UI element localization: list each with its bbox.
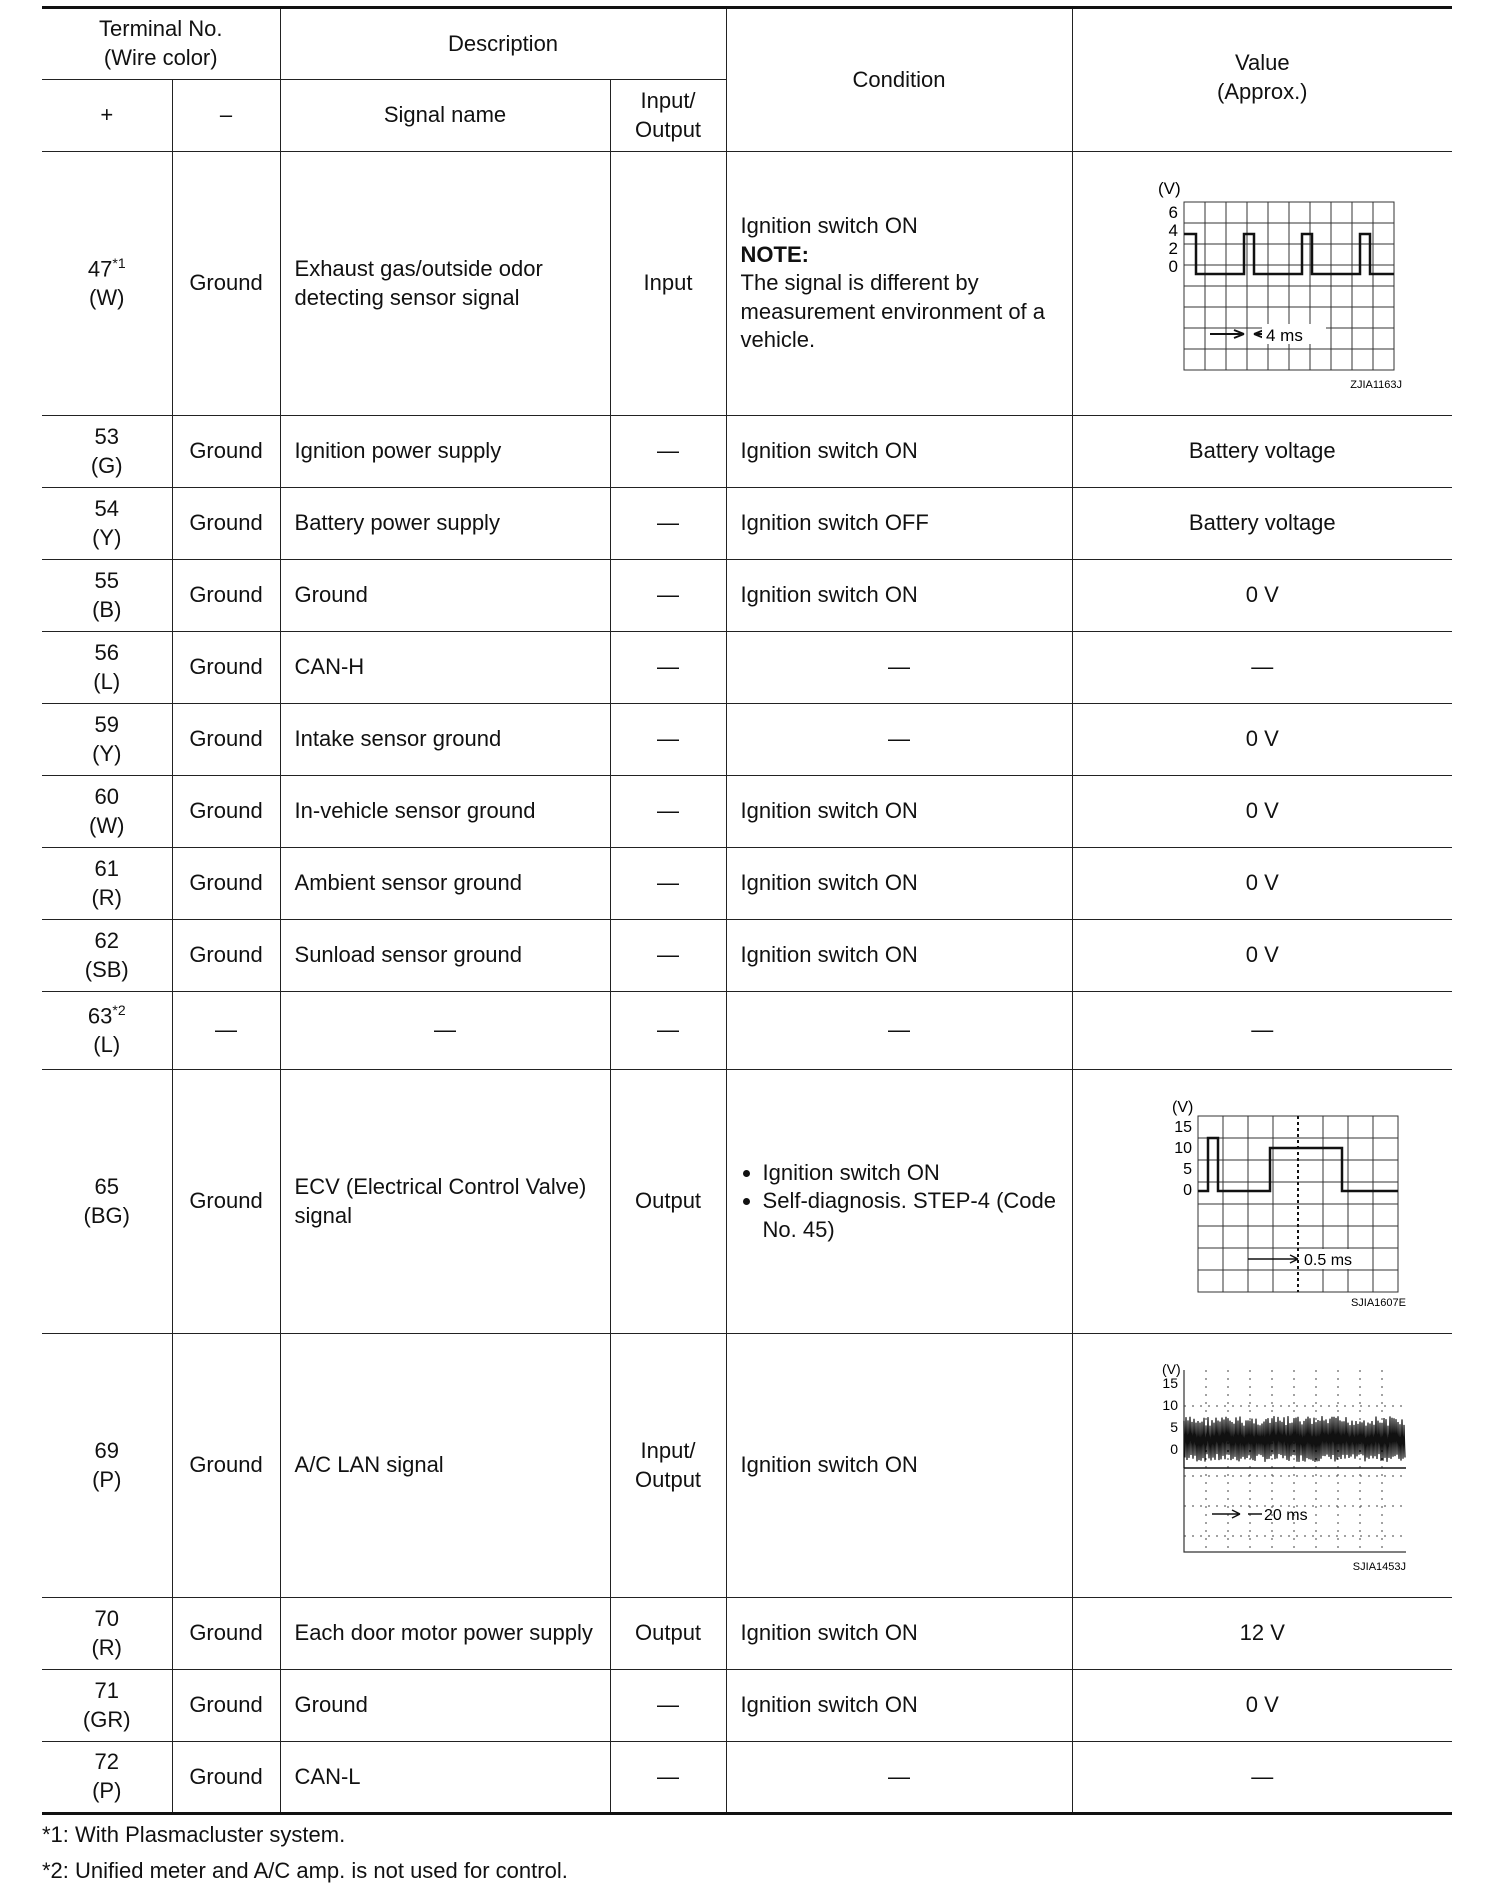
svg-text:15: 15 — [1162, 1374, 1179, 1391]
input-output: — — [610, 632, 726, 704]
svg-text:15: 15 — [1174, 1118, 1193, 1136]
input-output: Input — [610, 152, 726, 416]
value: 0 V — [1072, 560, 1452, 632]
header-condition: Condition — [726, 8, 1072, 152]
footnote-2: *2: Unified meter and A/C amp. is not used for control. — [42, 1858, 568, 1883]
svg-text:5: 5 — [1170, 1418, 1179, 1435]
svg-text:20 ms: 20 ms — [1264, 1506, 1308, 1524]
terminal-number: 61 (R) — [42, 848, 172, 920]
table-row — [42, 1334, 1452, 1598]
terminal-number: 55 (B) — [42, 560, 172, 632]
signal-name: — — [280, 992, 610, 1070]
input-output: Output — [610, 1070, 726, 1334]
table-row — [42, 488, 1452, 560]
signal-name: Exhaust gas/outside odor detecting sensor signal — [280, 152, 610, 416]
signal-name: Battery power supply — [280, 488, 610, 560]
header-terminal-no: Terminal No. (Wire color) — [42, 8, 280, 80]
svg-text:10: 10 — [1174, 1139, 1193, 1157]
value: 0 V — [1072, 704, 1452, 776]
negative-terminal: Ground — [172, 416, 280, 488]
table-row — [42, 992, 1452, 1070]
terminal-number: 70 (R) — [42, 1598, 172, 1670]
condition: Ignition switch OFF — [726, 488, 1072, 560]
signal-name: ECV (Electrical Control Valve) signal — [280, 1070, 610, 1334]
condition: — — [726, 992, 1072, 1070]
signal-name: Each door motor power supply — [280, 1598, 610, 1670]
svg-text:10: 10 — [1162, 1396, 1179, 1413]
condition: Ignition switch ON — [726, 560, 1072, 632]
svg-text:6: 6 — [1168, 202, 1179, 222]
signal-name: Ambient sensor ground — [280, 848, 610, 920]
condition: Ignition switch ON — [726, 1598, 1072, 1670]
condition: — — [726, 704, 1072, 776]
table-row — [42, 704, 1452, 776]
header-minus: – — [172, 80, 280, 152]
table-row — [42, 776, 1452, 848]
input-output: Input/ Output — [610, 1334, 726, 1598]
svg-text:2: 2 — [1168, 238, 1179, 258]
condition: Ignition switch ON NOTE: The signal is different by measurement environment of a vehicle. — [726, 152, 1072, 416]
header-signal-name: Signal name — [280, 80, 610, 152]
value: 0 V — [1072, 848, 1452, 920]
input-output: — — [610, 1670, 726, 1742]
header-input-output: Input/ Output — [610, 80, 726, 152]
signal-name: Ground — [280, 560, 610, 632]
negative-terminal: Ground — [172, 704, 280, 776]
svg-text:(V): (V) — [1162, 1360, 1181, 1377]
negative-terminal: Ground — [172, 920, 280, 992]
input-output: — — [610, 488, 726, 560]
signal-name: CAN-L — [280, 1742, 610, 1814]
table-row — [42, 1742, 1452, 1814]
input-output: — — [610, 776, 726, 848]
svg-text:ZJIA1163J: ZJIA1163J — [1350, 378, 1403, 391]
table-row — [42, 1070, 1452, 1334]
signal-name: Sunload sensor ground — [280, 920, 610, 992]
svg-text:SJIA1607E: SJIA1607E — [1351, 1296, 1407, 1309]
terminal-number: 59 (Y) — [42, 704, 172, 776]
header-value: Value (Approx.) — [1072, 8, 1452, 152]
terminal-table — [42, 6, 1452, 1815]
table-row — [42, 416, 1452, 488]
footnote-1: *1: With Plasmacluster system. — [42, 1822, 346, 1847]
waveform-cell — [1072, 1070, 1452, 1334]
negative-terminal: Ground — [172, 560, 280, 632]
signal-name: Ground — [280, 1670, 610, 1742]
condition-bullet: • Ignition switch ON — [763, 1159, 1064, 1188]
value: 0 V — [1072, 920, 1452, 992]
terminal-number: 69 (P) — [42, 1334, 172, 1598]
table-row — [42, 848, 1452, 920]
negative-terminal: — — [172, 992, 280, 1070]
terminal-number: 72 (P) — [42, 1742, 172, 1814]
table-row — [42, 152, 1452, 416]
waveform-square-4ms — [1112, 174, 1412, 394]
table-row — [42, 560, 1452, 632]
header-plus: + — [42, 80, 172, 152]
table-row — [42, 632, 1452, 704]
terminal-number: 63$^{*2}$ (L) — [42, 992, 172, 1070]
value: 12 V — [1072, 1598, 1452, 1670]
negative-terminal: Ground — [172, 776, 280, 848]
svg-text:4 ms: 4 ms — [1266, 325, 1304, 345]
svg-text:0: 0 — [1170, 1440, 1179, 1457]
signal-name: Intake sensor ground — [280, 704, 610, 776]
svg-text:0.5 ms: 0.5 ms — [1304, 1251, 1353, 1269]
input-output: — — [610, 416, 726, 488]
value: 0 V — [1072, 776, 1452, 848]
svg-text:(V): (V) — [1172, 1098, 1194, 1116]
svg-text:SJIA1453J: SJIA1453J — [1353, 1560, 1407, 1573]
svg-text:5: 5 — [1183, 1160, 1193, 1178]
condition — [726, 1070, 1072, 1334]
signal-name: Ignition power supply — [280, 416, 610, 488]
input-output: — — [610, 920, 726, 992]
condition: Ignition switch ON — [726, 920, 1072, 992]
input-output: — — [610, 848, 726, 920]
condition: — — [726, 632, 1072, 704]
waveform-cell — [1072, 152, 1452, 416]
terminal-number: 54 (Y) — [42, 488, 172, 560]
waveform-lan-20ms — [1112, 1356, 1412, 1576]
terminal-number: 65 (BG) — [42, 1070, 172, 1334]
condition: — — [726, 1742, 1072, 1814]
svg-text:(V): (V) — [1158, 178, 1181, 198]
table-row — [42, 1598, 1452, 1670]
negative-terminal: Ground — [172, 152, 280, 416]
value: — — [1072, 1742, 1452, 1814]
terminal-number: 60 (W) — [42, 776, 172, 848]
signal-name: CAN-H — [280, 632, 610, 704]
waveform-ecv-05ms — [1112, 1092, 1412, 1312]
signal-name: In-vehicle sensor ground — [280, 776, 610, 848]
lan-signal-trace — [1184, 1416, 1405, 1468]
svg-text:4: 4 — [1168, 220, 1179, 240]
input-output: — — [610, 992, 726, 1070]
value: Battery voltage — [1072, 416, 1452, 488]
terminal-number: 56 (L) — [42, 632, 172, 704]
table-row — [42, 1670, 1452, 1742]
value: — — [1072, 992, 1452, 1070]
header-description: Description — [280, 8, 726, 80]
condition: Ignition switch ON — [726, 776, 1072, 848]
negative-terminal: Ground — [172, 488, 280, 560]
waveform-cell — [1072, 1334, 1452, 1598]
value: Battery voltage — [1072, 488, 1452, 560]
condition: Ignition switch ON — [726, 1334, 1072, 1598]
signal-name: A/C LAN signal — [280, 1334, 610, 1598]
input-output: Output — [610, 1598, 726, 1670]
condition: Ignition switch ON — [726, 416, 1072, 488]
negative-terminal: Ground — [172, 1742, 280, 1814]
input-output: — — [610, 1742, 726, 1814]
negative-terminal: Ground — [172, 1334, 280, 1598]
negative-terminal: Ground — [172, 1070, 280, 1334]
terminal-number: 53 (G) — [42, 416, 172, 488]
input-output: — — [610, 560, 726, 632]
terminal-number: 62 (SB) — [42, 920, 172, 992]
input-output: — — [610, 704, 726, 776]
value: 0 V — [1072, 1670, 1452, 1742]
condition: Ignition switch ON — [726, 848, 1072, 920]
negative-terminal: Ground — [172, 1670, 280, 1742]
terminal-number: 71 (GR) — [42, 1670, 172, 1742]
svg-text:0: 0 — [1168, 256, 1179, 276]
negative-terminal: Ground — [172, 1598, 280, 1670]
condition: Ignition switch ON — [726, 1670, 1072, 1742]
svg-text:0: 0 — [1183, 1181, 1193, 1199]
value: — — [1072, 632, 1452, 704]
negative-terminal: Ground — [172, 632, 280, 704]
negative-terminal: Ground — [172, 848, 280, 920]
condition-bullet: • Self-diagnosis. STEP-4 (Code No. 45) — [763, 1187, 1064, 1244]
table-row — [42, 920, 1452, 992]
terminal-number: 47$^{*1}$ (W) — [42, 152, 172, 416]
